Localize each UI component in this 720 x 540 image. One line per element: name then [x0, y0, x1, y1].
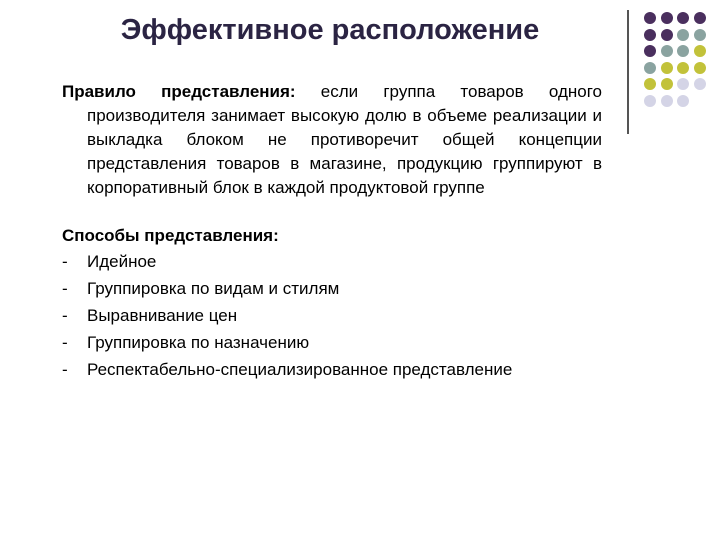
decor-dot — [694, 12, 706, 24]
bullet-dash: - — [62, 252, 68, 271]
decor-dot — [661, 62, 673, 74]
decor-dot — [661, 78, 673, 90]
decor-dot — [644, 78, 656, 90]
decor-dot — [661, 45, 673, 57]
decor-dot — [661, 12, 673, 24]
decor-dot — [644, 12, 656, 24]
methods-list — [62, 248, 602, 383]
list-item-text: Группировка по назначению — [87, 333, 310, 352]
decor-dot — [677, 78, 689, 90]
bullet-dash: - — [62, 360, 68, 379]
decor-dot — [644, 95, 656, 107]
decor-dot — [661, 95, 673, 107]
slide-title: Эффективное расположение — [120, 14, 540, 46]
list-item — [62, 275, 602, 302]
list-item — [62, 302, 602, 329]
bullet-dash: - — [62, 306, 68, 325]
list-item — [62, 329, 602, 356]
decor-dot — [694, 29, 706, 41]
decor-dot — [694, 62, 706, 74]
decor-dot — [644, 62, 656, 74]
rule-text: если группа товаров одного производителя занимает высокую долю в объеме реализации и выкладка блоком не противоречит общей концепции представления товаров в магазине, продукцию группируют в корпоративный блок в каждой продуктовой группе — [87, 82, 602, 197]
decor-dot — [677, 29, 689, 41]
slide-body — [62, 80, 602, 383]
list-item-text: Группировка по видам и стилям — [87, 279, 340, 298]
bullet-dash: - — [62, 333, 68, 352]
decor-dot — [677, 12, 689, 24]
decor-dot — [694, 45, 706, 57]
decor-dot — [677, 62, 689, 74]
decor-dot — [644, 45, 656, 57]
decor-dot — [644, 29, 656, 41]
list-item — [62, 356, 602, 383]
decorative-divider — [627, 10, 629, 134]
list-item-text: Идейное — [87, 252, 157, 271]
list-item-text: Выравнивание цен — [87, 306, 238, 325]
bullet-dash: - — [62, 279, 68, 298]
list-item-text: Респектабельно-специализированное представление — [87, 360, 513, 379]
decor-dot — [677, 95, 689, 107]
rule-paragraph — [62, 80, 602, 200]
methods-heading: Способы представления: — [62, 226, 279, 245]
decor-dot — [677, 45, 689, 57]
rule-label: Правило представления: — [62, 82, 296, 101]
decor-dot — [661, 29, 673, 41]
list-item — [62, 248, 602, 275]
decor-dot — [694, 78, 706, 90]
